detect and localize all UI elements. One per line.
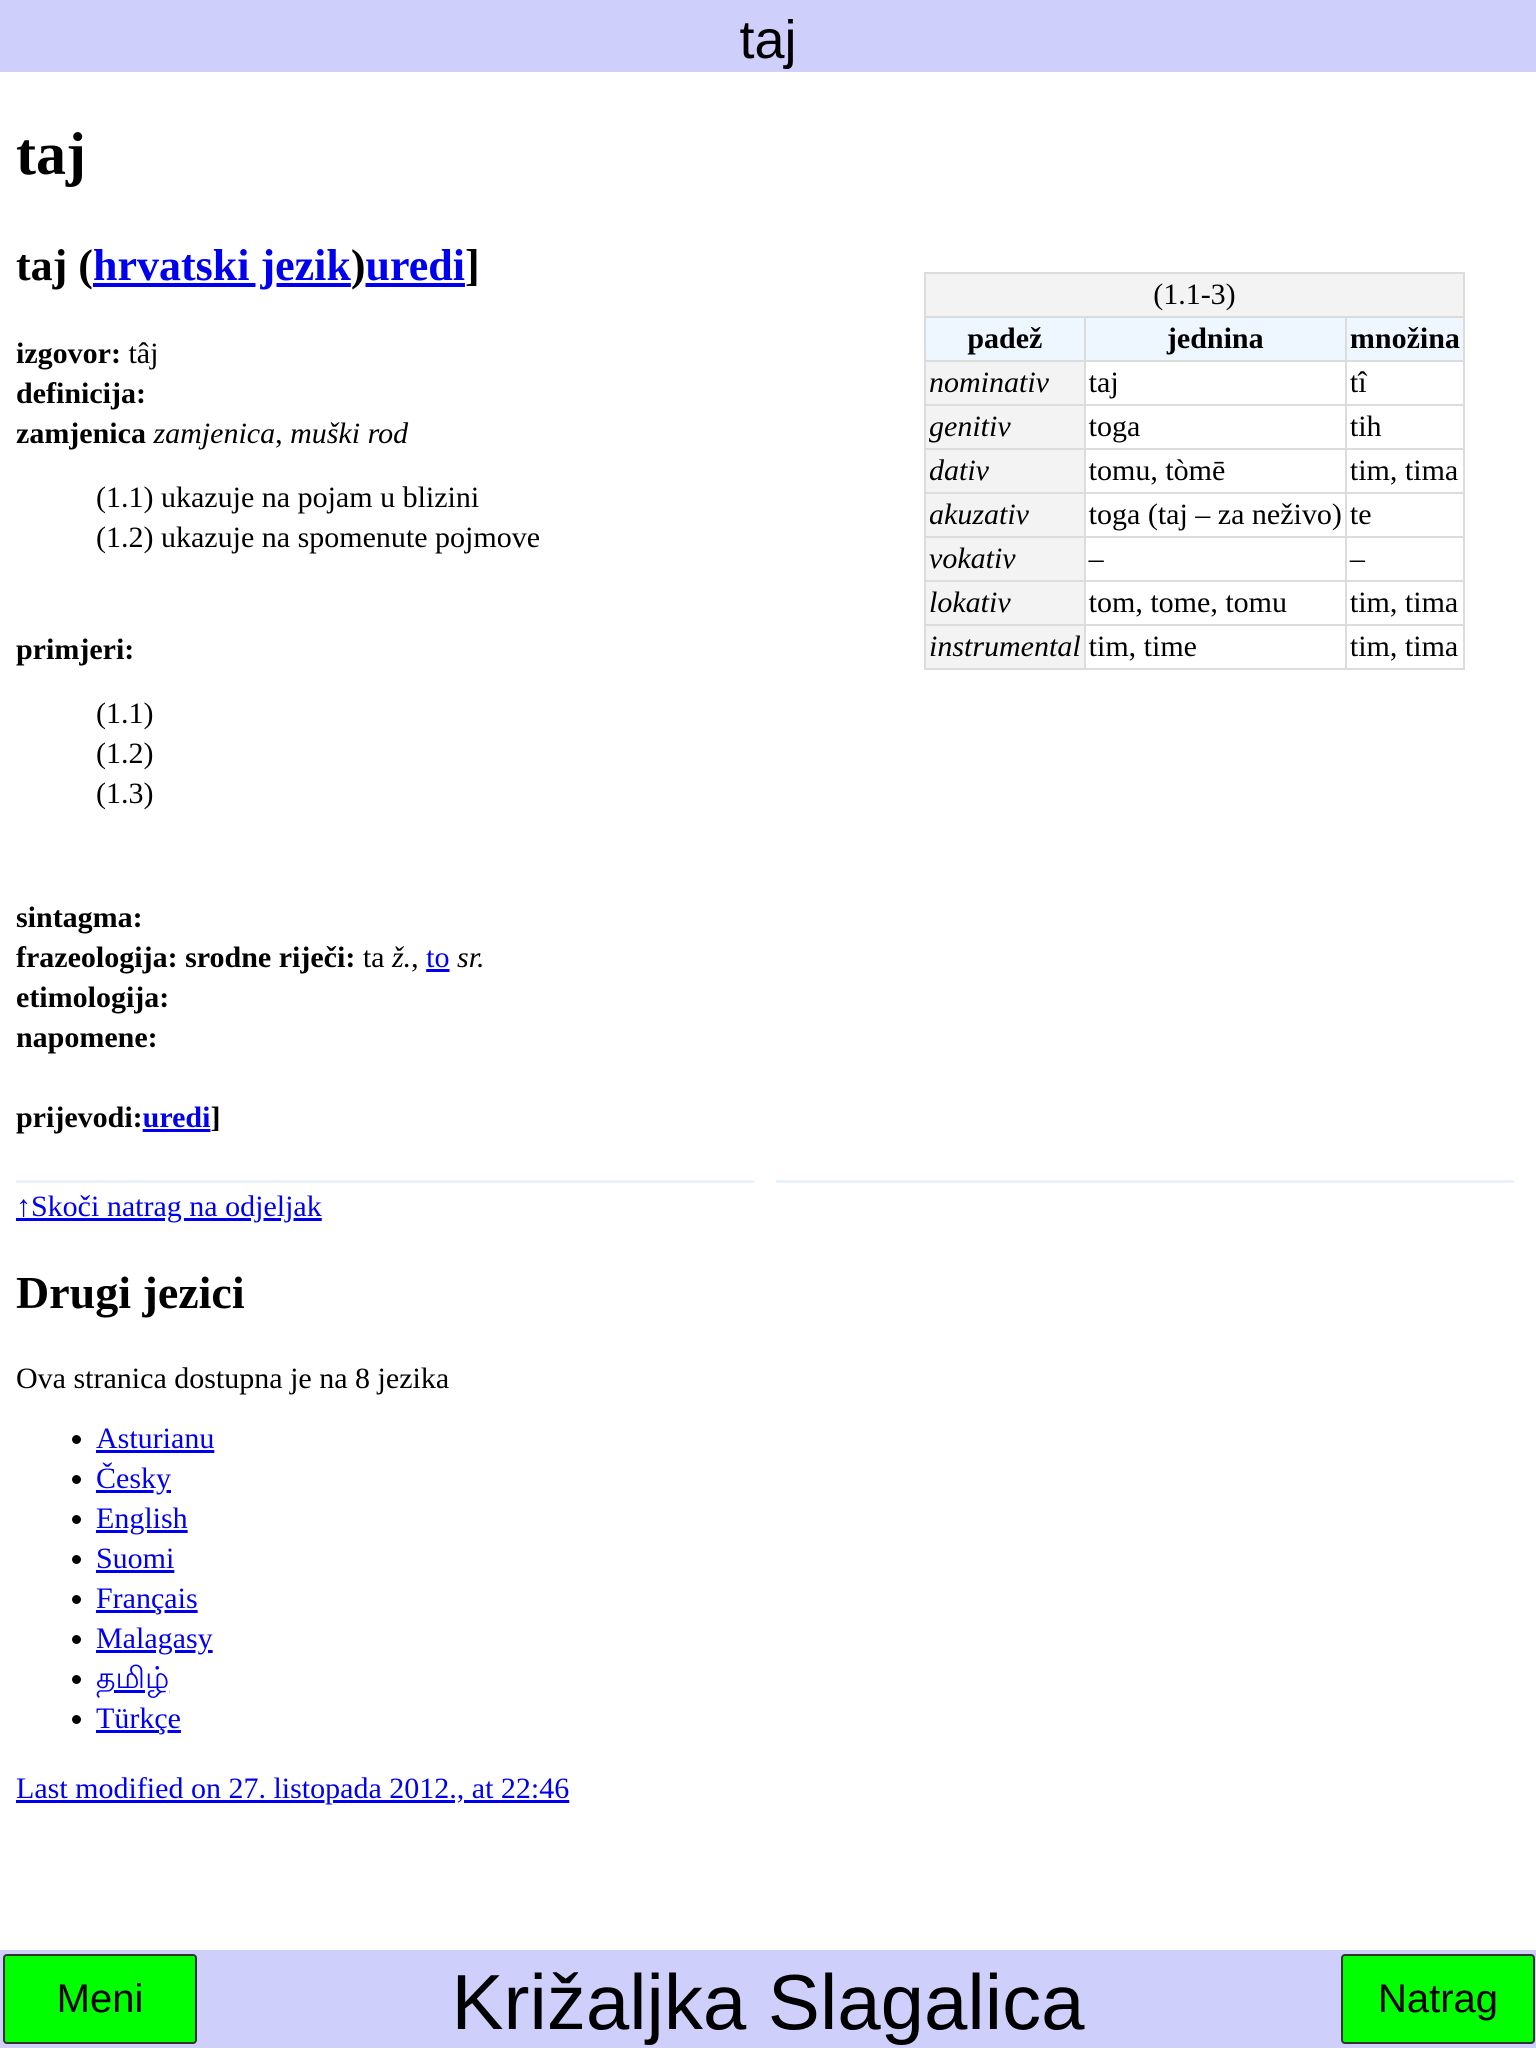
list-item [96,1419,1520,1459]
list-item [96,1699,1520,1739]
singular-form: tom, tome, tomu [1085,581,1346,625]
sintagma-line [16,898,1520,938]
plural-form: tî [1346,361,1464,405]
bottom-nav-bar [0,1950,1536,2048]
plural-form: – [1346,537,1464,581]
inflection-table [924,272,1465,670]
example-item: (1.1) [96,697,154,730]
case-name: genitiv [925,405,1085,449]
singular-form: toga (taj – za neživo) [1085,493,1346,537]
list-item [96,1659,1520,1699]
language-link-malagasy[interactable]: Malagasy [96,1622,213,1656]
related-word-ta-gender: ž. [391,941,412,974]
singular-form: toga [1085,405,1346,449]
last-modified-link[interactable]: Last modified on 27. listopada 2012., at 22:46 [16,1772,570,1806]
list-item [96,1619,1520,1659]
plural-form: te [1346,493,1464,537]
plural-form: tih [1346,405,1464,449]
examples-list [96,694,1520,814]
plural-form: tim, tima [1346,581,1464,625]
language-link-cesky[interactable]: Česky [96,1462,171,1496]
language-link-asturianu[interactable]: Asturianu [96,1422,215,1456]
singular-form: taj [1085,361,1346,405]
plural-form: tim, tima [1346,625,1464,669]
column-header-plural: množina [1346,317,1464,361]
frazeologija-line [16,938,1520,978]
case-name: lokativ [925,581,1085,625]
related-words-label: srodne riječi: [185,941,356,974]
etimologija-line [16,978,1520,1018]
table-row [925,537,1464,581]
table-caption-row [925,273,1464,317]
app-title: Križaljka Slagalica [451,1958,1085,2046]
last-modified-line [16,1769,1520,1809]
top-title-bar [0,0,1536,72]
table-row [925,449,1464,493]
pos-detail-1: zamjenica [153,417,276,450]
entry-fields [16,898,1520,1138]
top-title: taj [739,10,797,70]
jump-back-link[interactable]: ↑Skoči natrag na odjeljak [16,1190,322,1223]
edit-translations-link[interactable]: uredi [142,1101,211,1134]
list-item [96,1579,1520,1619]
back-link-line [16,1187,1520,1227]
language-link-tamil[interactable]: தமிழ் [96,1662,170,1696]
examples-label: primjeri: [16,633,135,666]
section-sep: ) [350,241,366,290]
case-name: akuzativ [925,493,1085,537]
list-item [96,1539,1520,1579]
pronunciation-label: izgovor: [16,337,121,370]
singular-form: tim, time [1085,625,1346,669]
prijevodi-close: ] [210,1101,221,1134]
other-languages-heading: Drugi jezici [16,1267,245,1318]
language-link-francais[interactable]: Français [96,1582,198,1616]
napomene-label: napomene: [16,1021,158,1054]
divider-right [776,1180,1514,1183]
related-word-to-link[interactable]: to [426,941,450,974]
section-close: ] [464,241,480,290]
column-header-case: padež [925,317,1085,361]
frazeologija-label: frazeologija: [16,941,178,974]
pos-label: zamjenica [16,417,146,450]
example-item: (1.3) [96,777,154,810]
language-link-suomi[interactable]: Suomi [96,1542,175,1576]
napomene-line [16,1018,1520,1058]
related-word-ta: ta [362,941,385,974]
prijevodi-line [16,1098,1520,1138]
table-row [925,493,1464,537]
etimologija-label: etimologija: [16,981,170,1014]
pronunciation-value: tâj [128,337,159,370]
table-header-row [925,317,1464,361]
case-name: vokativ [925,537,1085,581]
example-item: (1.2) [96,737,154,770]
plural-form: tim, tima [1346,449,1464,493]
definition-label: definicija: [16,377,146,410]
case-name: nominativ [925,361,1085,405]
edit-section-link[interactable]: uredi [365,241,465,290]
related-comma: , [411,941,427,974]
singular-form: – [1085,537,1346,581]
definition-item: (1.1) ukazuje na pojam u blizini [96,481,480,514]
language-link-english[interactable]: English [96,1502,188,1536]
language-link-turkce[interactable]: Türkçe [96,1702,181,1736]
table-row [925,405,1464,449]
related-word-to-gender: sr. [457,941,485,974]
pos-comma: , [275,417,291,450]
back-button[interactable]: Natrag [1341,1954,1535,2044]
table-row [925,361,1464,405]
menu-button[interactable]: Meni [3,1954,197,2044]
sintagma-label: sintagma: [16,901,143,934]
table-row [925,625,1464,669]
definition-item: (1.2) ukazuje na spomenute pojmove [96,521,541,554]
translations-divider [16,1180,1520,1183]
table-row [925,581,1464,625]
singular-form: tomu, tòmē [1085,449,1346,493]
languages-list [16,1419,1520,1739]
section-word: taj ( [16,241,93,290]
pos-detail-2: muški rod [290,417,409,450]
prijevodi-label: prijevodi: [16,1101,143,1134]
list-item [96,1459,1520,1499]
croatian-language-link[interactable]: hrvatski jezik [92,241,351,290]
languages-note: Ova stranica dostupna je na 8 jezika [16,1362,450,1396]
divider-left [16,1180,754,1183]
page-title: taj [16,121,86,187]
column-header-singular: jednina [1085,317,1346,361]
table-caption: (1.1-3) [925,273,1464,317]
case-name: dativ [925,449,1085,493]
case-name: instrumental [925,625,1085,669]
list-item [96,1499,1520,1539]
